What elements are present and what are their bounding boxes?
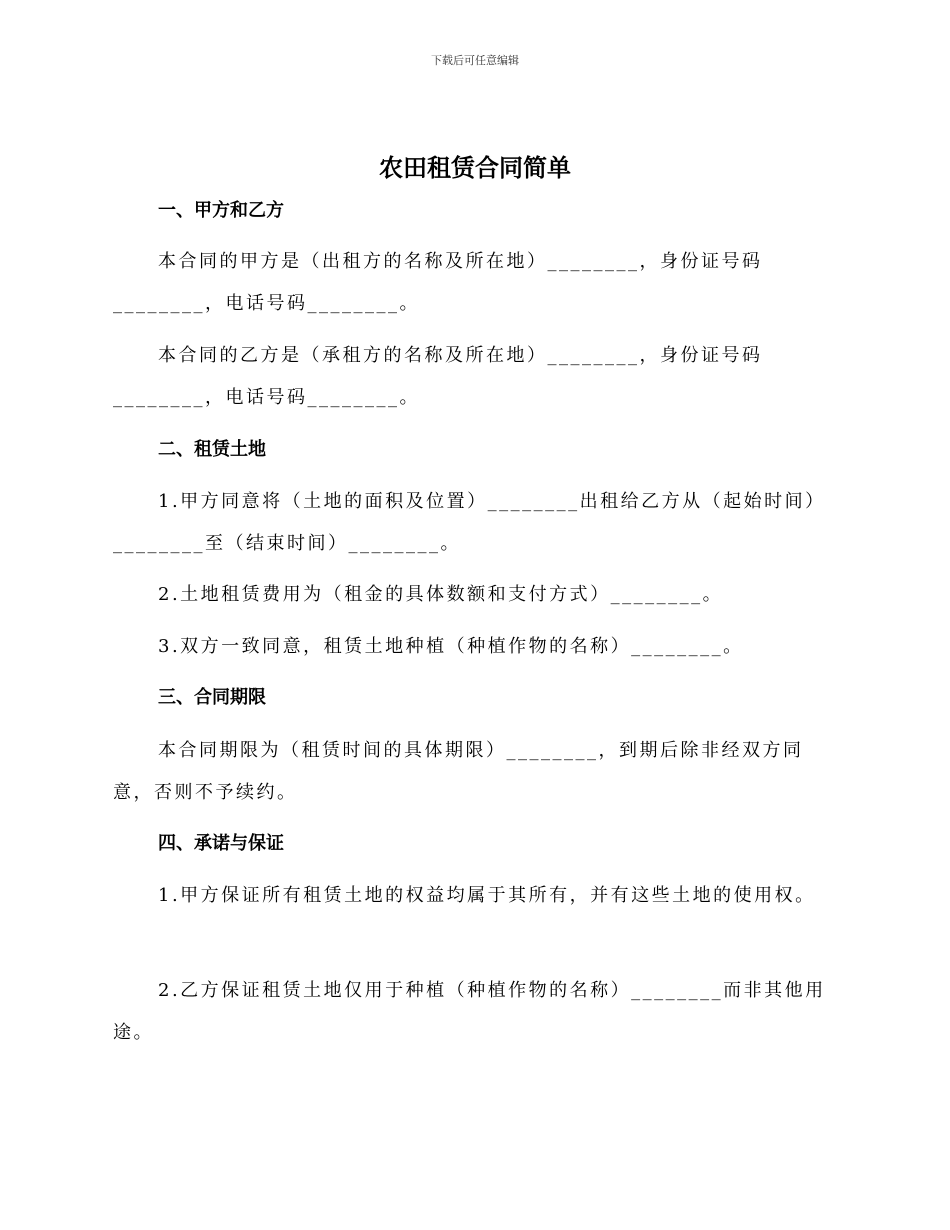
- paragraph-contract-duration: 本合同期限为（租赁时间的具体期限）________，到期后除非经双方同意，否则不予续约。: [113, 740, 804, 803]
- document-title: 农田租赁合同简单: [379, 154, 571, 182]
- section-heading-contract-term: 三、合同期限: [158, 687, 266, 708]
- section-heading-leased-land: 二、租赁土地: [158, 439, 266, 460]
- paragraph-land-lease-term: 1.甲方同意将（土地的面积及位置）________出租给乙方从（起始时间）________至（结束时间）________。: [113, 491, 826, 554]
- paragraph-party-b-guarantee: 2.乙方保证租赁土地仅用于种植（种植作物的名称）________而非其他用途。: [113, 980, 826, 1043]
- section-heading-parties: 一、甲方和乙方: [158, 200, 284, 221]
- paragraph-party-a-guarantee: 1.甲方保证所有租赁土地的权益均属于其所有，并有这些土地的使用权。: [158, 885, 816, 906]
- paragraph-crop-agreement: 3.双方一致同意，租赁土地种植（种植作物的名称）________。: [158, 636, 744, 657]
- paragraph-party-b: 本合同的乙方是（承租方的名称及所在地）________，身份证号码________，电话号码________。: [113, 345, 763, 408]
- paragraph-party-a: 本合同的甲方是（出租方的名称及所在地）________，身份证号码________，电话号码________。: [113, 251, 763, 314]
- paragraph-rent-fee: 2.土地租赁费用为（租金的具体数额和支付方式）________。: [158, 584, 724, 605]
- page-header: 下载后可任意编辑: [431, 54, 519, 67]
- section-heading-commitments: 四、承诺与保证: [158, 833, 284, 854]
